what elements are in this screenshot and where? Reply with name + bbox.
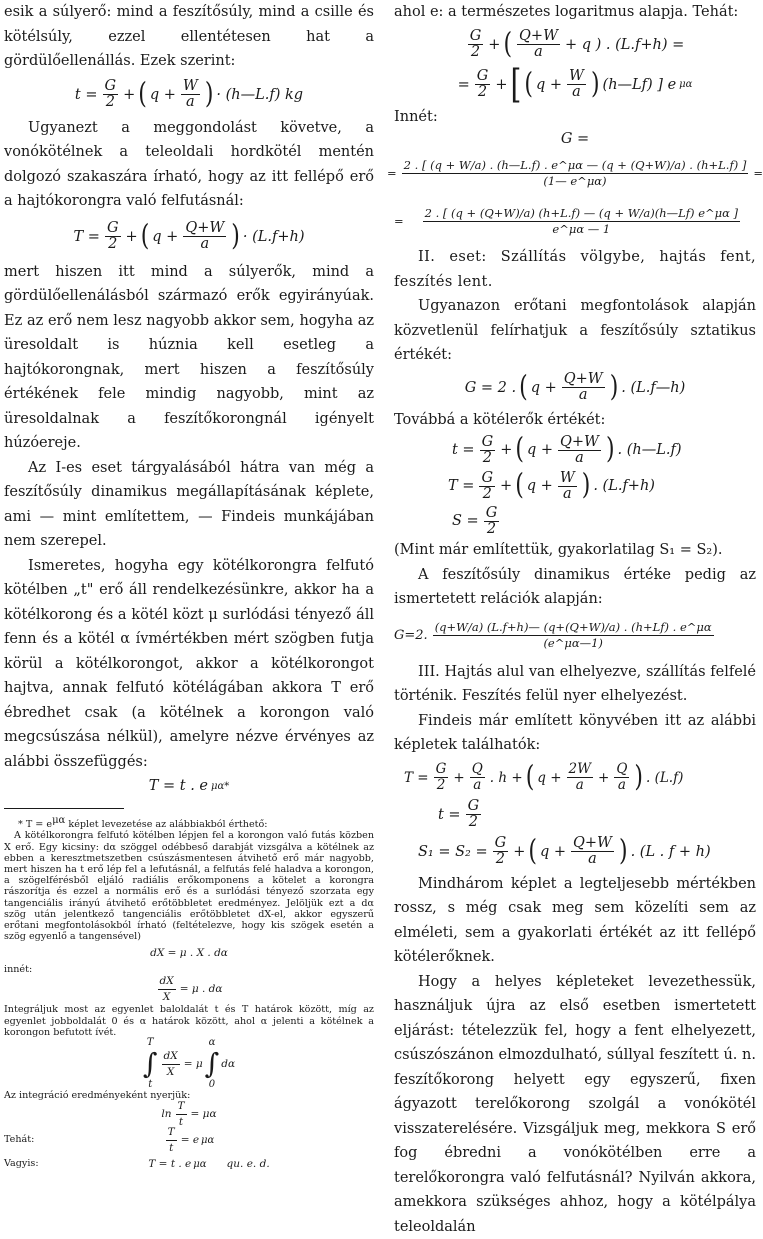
formula-G-label: G = <box>394 129 756 149</box>
formula-T-case2: T = $\frac{G}{2}$ + ( q + $\frac{W}{a}$ ) . (L.f+h) <box>394 468 756 504</box>
footnote-rule <box>4 808 124 809</box>
formula-euler: T = t . e μα* <box>4 774 374 798</box>
footnote <box>4 815 374 1175</box>
footnote-body: A kötélkorongra felfutó kötélben lépjen fel a korongon való futás közben X erő. Egy kicsiny: dα szöggel odébbeső darabját vizsgálva a kötélnek az ebben a keresztmetszetben csúszásmentesen átvihető erő már nagyobb, mert hiszen ha t erő lép fel a lefutásnál, a felfutás felé haladva a korongon, a szögelférésből eljáló radiális erőkomponens a kötelet a korongra rászorítja és ezzel a normális erő és a surlódási tényező szorzata egy tangenciális irányú átvihető erőtöbbletet eredményez. Jelöljük ezt a dα szög után jelentkező tangenciális erőtöbbletet dX-el, akkor egyszerű erőtani megfontolásokból írható (feltételezve, hogy kis szögek esetén a szög egyenlő a tangensével) <box>4 830 374 942</box>
formula-S-case2: S = $\frac{G}{2}$ <box>394 504 756 538</box>
paragraph-forces-direction: mert hiszen itt mind a súlyerők, mind a gördülőellenálásból származó erők egyirányúak. Ez az erő nem lesz nagyobb akkor sem, hogyha az üresoldalt is húznia kell esetleg a hajtókorongnak, mert hiszen a feszítősúly értékének fele mindig nagyobb, mint az üresoldalnak a feszítőkorongnál igényelt húzóereje. <box>4 260 374 456</box>
formula-t-case2: t = $\frac{G}{2}$ + ( q + $\frac{Q+W}{a}$ ) . (h—L.f) <box>394 432 756 468</box>
paragraph-s1-s2: (Mint már említettük, gyakorlatilag S₁ = S₂). <box>394 538 756 563</box>
formula-r1: $\frac{G}{2}$ + ( $\frac{Q+W}{a}$ + q ) . (L.f+h) = <box>394 25 756 65</box>
paragraph-case-one-remaining: Az I-es eset tárgyalásából hátra van még a feszítősúly dinamikus megállapításának képlete, ami — mint említettem, — Findeis munkájában nem szerepel. <box>4 456 374 554</box>
formula-r2: = $\frac{G}{2}$ + [ ( q + $\frac{W}{a}$ ) (h—Lf) ] e μα <box>394 65 756 105</box>
formula-T-case3: T = $\frac{G}{2}$ + $\frac{Q}{a}$ . h + ( q + $\frac{2W}{a}$ + $\frac{Q}{a}$ ) . (L.f) <box>394 758 756 798</box>
formula-S-case3: S₁ = S₂ = $\frac{G}{2}$ + ( q + $\frac{Q+W}{a}$ ) . (L . f + h) <box>394 832 756 872</box>
formula-T-drive: T = $\frac{G}{2}$ + ( q + $\frac{Q+W}{a}$ ) · (L.f+h) <box>4 214 374 260</box>
formula-G-dynamic: G=2. $\frac{(q+W/a) (L.f+h)— (q+(Q+W)/a) . (h+Lf) . e\^{}\mu\alpha}{(e\^{}\mu\alpha—1)}$ <box>394 612 756 660</box>
fraction-w-over-a: $\frac{W}{a}$ <box>181 79 200 110</box>
formula-G-static: G = 2 . ( q + $\frac{Q+W}{a}$ ) . (L.f—h) <box>394 368 756 408</box>
paragraph-correct-formulas: Hogy a helyes képleteket levezethessük, használjuk újra az első esetben ismertetett eljárást: tételezzük fel, hogy a fent elhelyezett, csúszószánon elmozdulható, súllyal feszített ú. n. feszítőkorong helyett egy egyszerű, fixen ágyazott terelőkorong szolgál a vonókötél visszaterelésére. Vizsgáljuk meg, mekkora S erő fog ébredni a vonókötélben erre a terelőkorongra való felfutásnál? Nyilván akkora, amekkora szükséges ahhoz, hogy a kötélpálya teleoldalán <box>394 970 756 1239</box>
formula-G-big-2: = $\frac{2 . [ (q + (Q+W)/a) (h+L.f) — (q + W/a)(h—Lf) e\^{}\mu\alpha ]}{e\^{}\mu\alpha — 1}$ <box>394 197 756 245</box>
fraction-g-over-2: $\frac{G}{2}$ <box>103 79 119 110</box>
footnote-row-tehat: Tehát: $\frac{T}{t}$ = e μα <box>4 1127 374 1153</box>
right-column <box>394 0 756 1239</box>
heading-case-three: III. Hajtás alul van elhelyezve, szállítás felfelé történik. Feszítés felül nyer elhelyezést. <box>394 660 756 709</box>
paragraph-rope-forces: Továbbá a kötélerők értékét: <box>394 408 756 433</box>
formula-G-big-1: = $\frac{2 . [ (q + W/a) . (h—L.f) . e\^{}\mu\alpha — (q + (Q+W)/a) . (h+L.f) ]}{(1— e\^{}\mu\alpha)}$ = <box>394 149 756 197</box>
paragraph-gravity: esik a súlyerő: mind a feszítősúly, mind a csille és kötélsúly, ezzel ellentétesen hat a gördülőellenállás. Ezek szerint: <box>4 0 374 74</box>
formula-t-case3: t = $\frac{G}{2}$ <box>394 798 756 832</box>
footnote-eq-ln: ln $\frac{T}{t}$ = μα <box>4 1101 374 1127</box>
formula-t-kg: t = $\frac{G}{2}$ + ( q + $\frac{W}{a}$ ) · (h—L.f) kg <box>4 74 374 116</box>
paragraph-natural-log: ahol e: a természetes logaritmus alapja. Tehát: <box>394 0 756 25</box>
footnote-integrate: Integráljuk most az egyenlet baloldalát t és T határok között, míg az egyenlet jobboldalát 0 és α határok között, ahol α jelenti a kötélnek a korongon befutott ívét. <box>4 1004 374 1038</box>
footnote-result-intro: Az integráció eredményeként nyerjük: <box>4 1090 374 1101</box>
footnote-eq-ratio: $\frac{dX}{X}$ = μ . dα <box>4 976 374 1002</box>
paragraph-static-value: Ugyanazon erőtani megfontolások alapján közvetlenül felírhatjuk a feszítősúly sztatikus értékét: <box>394 294 756 368</box>
footnote-label-innet: innét: <box>4 964 374 976</box>
paragraph-all-wrong: Mindhárom képlet a legteljesebb mértékben rossz, s még csak meg sem közelíti sem az elméleti, sem a gyakorlati értékét az itt fellépő kötélerőknek. <box>394 872 756 970</box>
footnote-eq-dX: dX = μ . X . dα <box>4 942 374 964</box>
paragraph-pulling-rope: Ugyanezt a meggondolást követve, a vonókötélnek a teleoldali hordkötél mentén dolgozó szakaszára írható, hogy az itt fellépő erő a hajtókorongra való felfutásnál: <box>4 116 374 214</box>
footnote-row-vagyis: Vagyis: T = t . e μα qu. e. d. <box>4 1153 374 1175</box>
footnote-eq-integral: T ∫ t $\frac{dX}{X}$ = μ α ∫ 0 dα <box>4 1038 374 1090</box>
left-column <box>4 0 374 1175</box>
footnote-intro: * T = eμα képlet levezetése az alábbiakból érthető: <box>4 815 374 830</box>
paragraph-rope-friction: Ismeretes, hogyha egy kötélkorongra felfutó kötélben „t" erő áll rendelkezésünkre, akkor ha a kötélkorong és a kötél közt μ surlódási tényező áll fenn és a kötél α ívmértékben mért szögben futja körül a kötélkorongot, akkor a kötélkorongot hajtva, annak felfutó kötélágában akkora T erő ébredhet csak (a kötélnek a korongon való megcsúszása nélkül), amelyre nézve érvényes az alábbi összefüggés: <box>4 554 374 775</box>
heading-case-two: II. eset: Szállítás völgybe, hajtás fent, feszítés lent. <box>394 245 756 294</box>
paragraph-findeis-formulas: Findeis már említett könyvében itt az alábbi képletek találhatók: <box>394 709 756 758</box>
paragraph-dynamic-value: A feszítősúly dinamikus értéke pedig az ismertetett relációk alapján: <box>394 563 756 612</box>
label-innet: Innét: <box>394 105 756 130</box>
